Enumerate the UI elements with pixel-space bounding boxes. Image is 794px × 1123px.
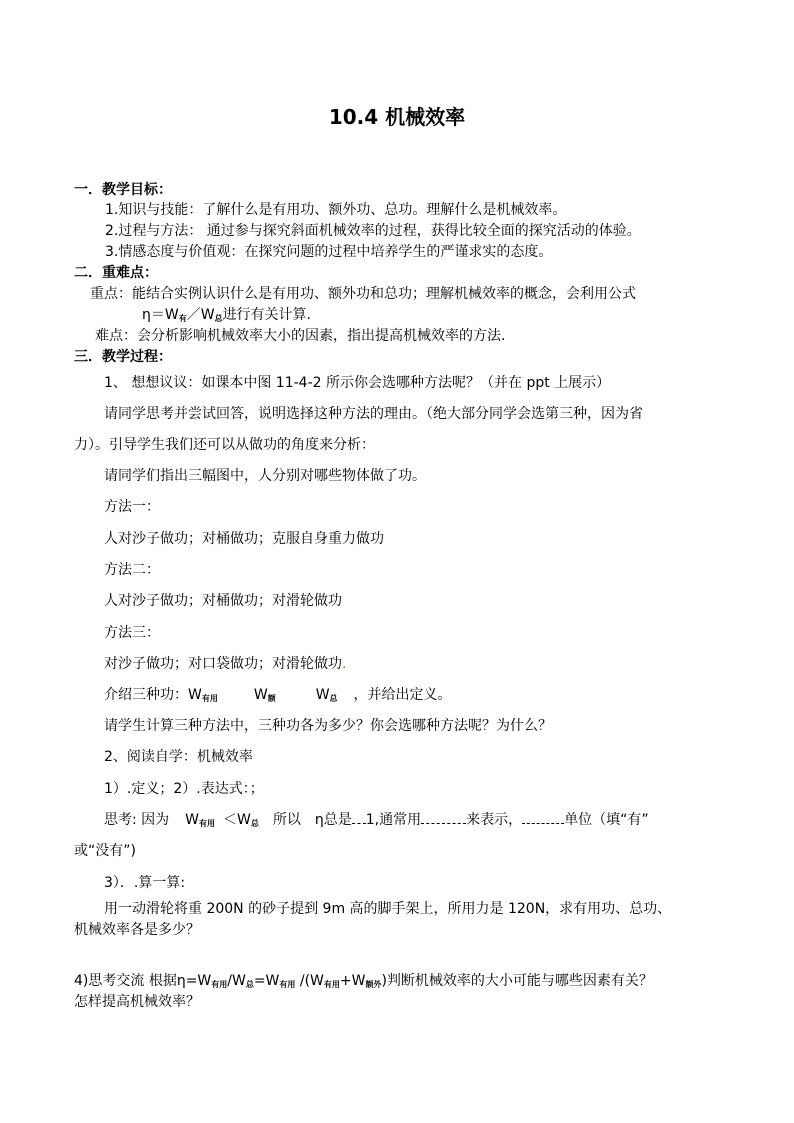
definition-expression: 1）.定义；2）.表达式：；: [104, 781, 264, 797]
section-heading-process: 三．教学过程：: [74, 349, 172, 365]
text: 来表示，: [466, 812, 523, 828]
text: ＜W: [223, 812, 251, 828]
method-one-label: 方法一：: [104, 499, 160, 515]
subscript: 总: [250, 819, 259, 828]
subscript: 总: [329, 694, 338, 703]
discussion-question-cont: 怎样提高机械效率？: [74, 994, 200, 1010]
subscript: 额: [267, 694, 276, 703]
section-heading-objectives: 一．教学目标：: [74, 182, 172, 198]
method-one-text: 人对沙子做功；对桶做功；克服自身重力做功: [104, 531, 384, 547]
discussion-question: [74, 972, 653, 992]
difficulty-text: 难点：会分析影响机械效率大小的因素，指出提高机械效率的方法.: [95, 328, 506, 344]
method-three-label: 方法三：: [104, 625, 160, 641]
text: 思考: 因为: [104, 812, 170, 828]
text: =W: [253, 973, 280, 989]
calculate-heading: 3）．.算一算:: [104, 875, 186, 891]
think-question-cont: 或“没有”): [74, 843, 136, 859]
objective-attitude: 3.情感态度与价值观：在探究问题的过程中培养学生的严谨求实的态度。: [105, 244, 553, 260]
method-two-text: 人对沙子做功；对桶做功；对滑轮做功: [104, 593, 342, 609]
section-heading-key-points: 二．重难点：: [74, 265, 158, 281]
subscript: 总: [245, 980, 254, 989]
text: 1,通常用: [365, 812, 422, 828]
formula-part: η＝W: [142, 307, 179, 323]
method-three-content: 对沙子做功；对口袋做功；对滑轮做功: [104, 656, 342, 672]
text: η总是: [314, 812, 352, 828]
reading-heading: 2、阅读自学：机械效率: [104, 749, 253, 765]
key-point-text: 重点：能结合实例认识什么是有用功、额外功和总功；理解机械效率的概念，会利用公式: [90, 286, 636, 302]
formula-subscript: 总: [214, 314, 223, 323]
paragraph: 请同学思考并尝试回答，说明选择这种方法的理由。（绝大部分同学会选第三种，因为省: [104, 406, 643, 422]
text: W: [253, 687, 268, 703]
method-three-text: [104, 655, 346, 673]
answer-blank[interactable]: [352, 811, 366, 824]
paragraph: 请同学们指出三幅图中，人分别对哪些物体做了功。: [104, 468, 426, 484]
discussion-prompt: 1、 想想议议：如课本中图 11-4-2 所示你会选哪种方法呢？（并在 ppt 上展示）: [104, 375, 611, 391]
subscript: 有用: [201, 694, 218, 703]
formula-part: 进行有关计算.: [222, 307, 312, 323]
think-question: [104, 811, 649, 831]
paragraph: 力）。引导学生我们还可以从做功的角度来分析：: [74, 437, 375, 453]
three-work-types: [104, 686, 452, 706]
formula-part: ／W: [186, 307, 215, 323]
problem-text-cont: 机械效率各是多少？: [74, 922, 200, 938]
text: 单位（填“有”: [564, 812, 649, 828]
method-three-period: .: [342, 656, 347, 672]
subscript: 有用: [211, 980, 228, 989]
method-two-label: 方法二：: [104, 562, 160, 578]
answer-blank[interactable]: [522, 811, 564, 824]
problem-text: 用一动滑轮将重 200N 的砂子提到 9m 高的脚手架上，所用力是 120N，求有用功、总功、: [104, 901, 672, 917]
text: 所以: [272, 812, 301, 828]
efficiency-formula: [142, 306, 311, 326]
text: 介绍三种功：W: [104, 687, 202, 703]
text: W: [185, 812, 200, 828]
text: /(W: [295, 973, 324, 989]
text: )判断机械效率的大小可能与哪些因素有关？: [381, 973, 653, 989]
text: 4)思考交流 根据η=W: [74, 973, 212, 989]
subscript: 有用: [199, 819, 216, 828]
page-title: 10.4 机械效率: [328, 105, 466, 129]
calculation-prompt: 请学生计算三种方法中，三种功各为多少？你会选哪种方法呢？为什么？: [104, 718, 552, 734]
subscript: 有用: [323, 980, 340, 989]
text: /W: [227, 973, 246, 989]
text: ，并给出定义。: [353, 687, 452, 703]
objective-process: 2.过程与方法： 通过参与探究斜面机械效率的过程，获得比较全面的探究活动的体验。: [105, 223, 641, 239]
formula-subscript: 有: [178, 314, 187, 323]
answer-blank[interactable]: [421, 811, 466, 824]
objective-knowledge: 1.知识与技能：了解什么是有用功、额外功、总功。理解什么是机械效率。: [105, 202, 567, 218]
text: W: [315, 687, 330, 703]
subscript: 有用: [279, 980, 296, 989]
subscript: 额外: [365, 980, 382, 989]
text: +W: [339, 973, 366, 989]
